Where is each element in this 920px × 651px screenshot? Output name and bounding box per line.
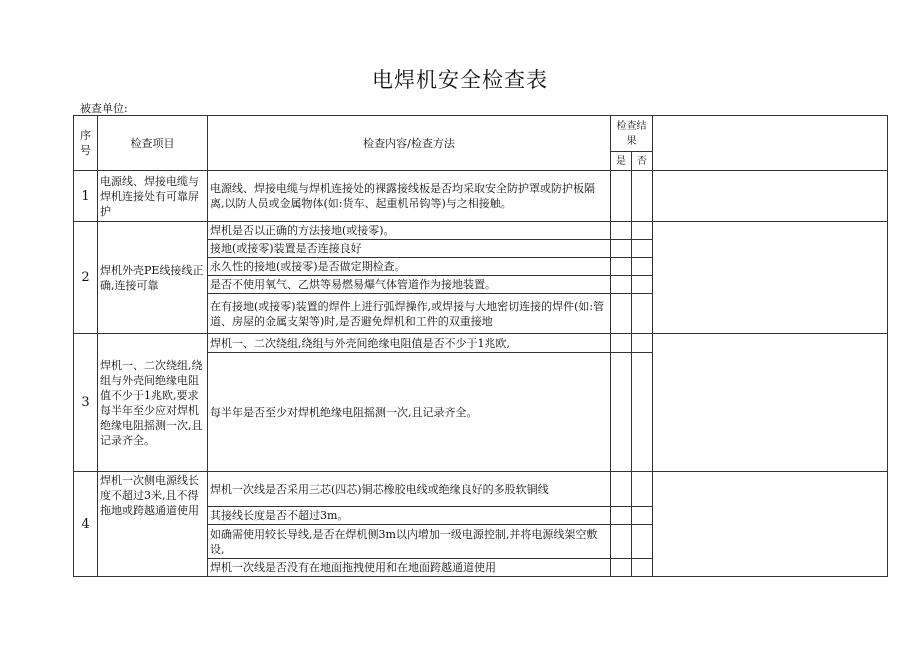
- table-row: [74, 222, 888, 240]
- row-seq: 1: [74, 171, 98, 222]
- yes-cell[interactable]: [611, 334, 632, 353]
- yes-cell[interactable]: [611, 222, 632, 240]
- yes-cell[interactable]: [611, 525, 632, 559]
- blank-cell: [653, 171, 888, 222]
- row-check: 在有接地(或接零)装置的焊件上进行弧焊操作,或焊接与大地密切连接的焊件(如:管道、房屋的金属支架等)时,是否避免焊机和工件的双重接地: [208, 294, 611, 334]
- inspection-table: [73, 115, 888, 577]
- header-row: [74, 116, 888, 152]
- row-check: 焊机一、二次绕组,绕组与外壳间绝缘电阻值是否不少于1兆欧,: [208, 334, 611, 353]
- no-cell[interactable]: [632, 294, 653, 334]
- yes-cell[interactable]: [611, 258, 632, 276]
- row-check: 是否不使用氧气、乙烘等易燃易爆气体管道作为接地装置。: [208, 276, 611, 294]
- row-seq: 3: [74, 334, 98, 472]
- no-cell[interactable]: [632, 171, 653, 222]
- row-check: 如确需使用较长导线,是否在焊机侧3m以内增加一级电源控制,并将电源线架空敷设,: [208, 525, 611, 559]
- row-item: 电源线、焊接电缆与焊机连接处有可靠屏护: [98, 171, 208, 222]
- no-cell[interactable]: [632, 222, 653, 240]
- no-cell[interactable]: [632, 276, 653, 294]
- no-cell[interactable]: [632, 353, 653, 472]
- blank-cell: [653, 472, 888, 577]
- yes-cell[interactable]: [611, 294, 632, 334]
- table-row: [74, 472, 888, 507]
- row-item: 焊机一、二次绕组,绕组与外壳间绝缘电阻值不少于1兆欧,要求每半年至少应对焊机绝缘电阻摇测一次,且记录齐全。: [98, 334, 208, 472]
- row-check: 其接线长度是否不超过3m。: [208, 507, 611, 525]
- row-check: 接地(或接零)装置是否连接良好: [208, 240, 611, 258]
- header-yes: 是: [611, 152, 632, 171]
- inspected-unit-label: 被查单位:: [80, 102, 128, 115]
- row-check: 焊机是否以正确的方法接地(或接零)。: [208, 222, 611, 240]
- no-cell[interactable]: [632, 258, 653, 276]
- row-item: 焊机外壳PE线接线正确,连接可靠: [98, 222, 208, 334]
- no-cell[interactable]: [632, 240, 653, 258]
- table-row: [74, 334, 888, 353]
- table-row: [74, 171, 888, 222]
- no-cell[interactable]: [632, 559, 653, 577]
- row-item: 焊机一次侧电源线长度不超过3米,且不得拖地或跨越通道使用: [98, 472, 208, 577]
- row-check: 每半年是否至少对焊机绝缘电阻摇测一次,且记录齐全。: [208, 353, 611, 472]
- header-no: 否: [632, 152, 653, 171]
- yes-cell[interactable]: [611, 507, 632, 525]
- yes-cell[interactable]: [611, 171, 632, 222]
- yes-cell[interactable]: [611, 472, 632, 507]
- yes-cell[interactable]: [611, 240, 632, 258]
- row-check: 永久性的接地(或接零)是否做定期检查。: [208, 258, 611, 276]
- header-blank: [653, 116, 888, 171]
- yes-cell[interactable]: [611, 276, 632, 294]
- row-check: 焊机一次线是否采用三芯(四芯)铜芯橡胶电线或绝缘良好的多股软铜线: [208, 472, 611, 507]
- header-result: 检查结果: [611, 116, 653, 152]
- row-seq: 4: [74, 472, 98, 577]
- header-seq: 序号: [74, 116, 98, 171]
- no-cell[interactable]: [632, 472, 653, 507]
- header-content: 检查内容/检查方法: [208, 116, 611, 171]
- blank-cell: [653, 222, 888, 334]
- blank-cell: [653, 334, 888, 472]
- row-check: 电源线、焊接电缆与焊机连接处的裸露接线板是否均采取安全防护罩或防护板隔离,以防人员或金属物体(如:货车、起重机吊钩等)与之相接触。: [208, 171, 611, 222]
- page-title: 电焊机安全检查表: [372, 68, 548, 92]
- no-cell[interactable]: [632, 507, 653, 525]
- no-cell[interactable]: [632, 334, 653, 353]
- header-item: 检查项目: [98, 116, 208, 171]
- row-check: 焊机一次线是否没有在地面拖拽使用和在地面跨越通道使用: [208, 559, 611, 577]
- no-cell[interactable]: [632, 525, 653, 559]
- row-seq: 2: [74, 222, 98, 334]
- yes-cell[interactable]: [611, 353, 632, 472]
- yes-cell[interactable]: [611, 559, 632, 577]
